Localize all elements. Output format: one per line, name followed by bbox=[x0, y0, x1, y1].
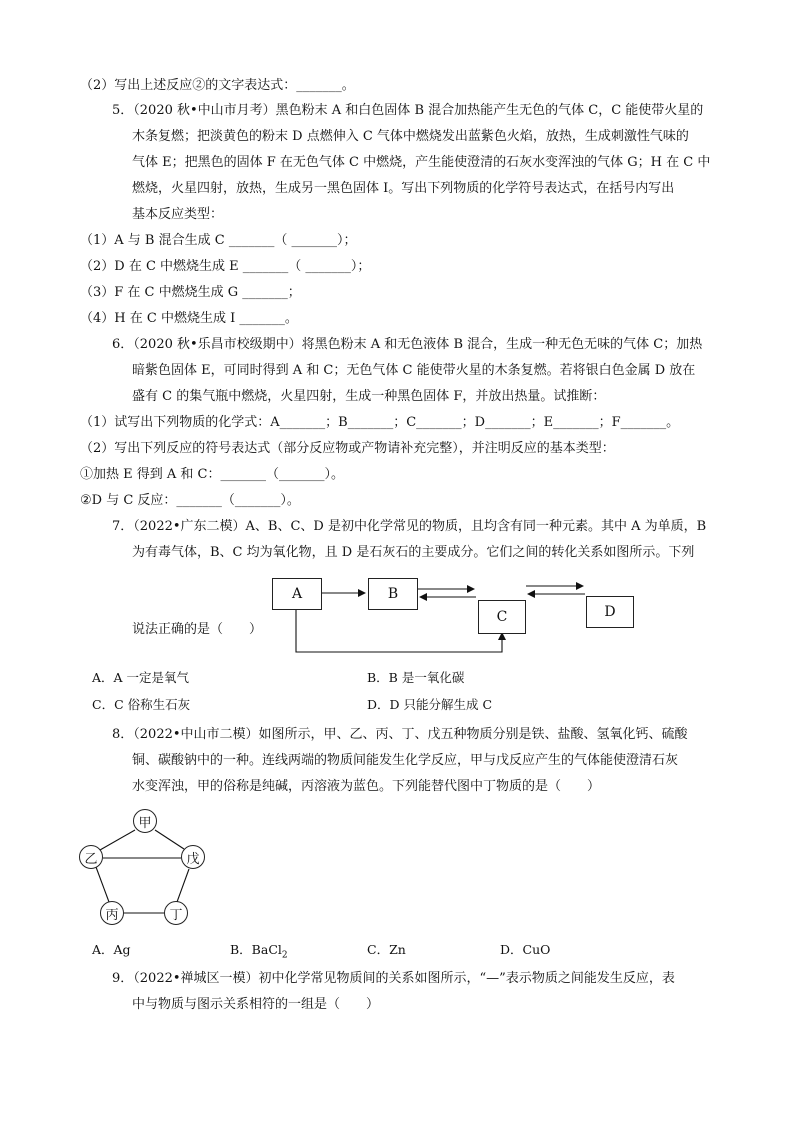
q7-option-b: B．B 是一氧化碳 bbox=[367, 670, 465, 685]
q7-node-c: C bbox=[478, 600, 526, 634]
q8-option-c: C．Zn bbox=[367, 942, 406, 957]
q5-stem-line-1: 5．（2020 秋•中山市月考）黑色粉末 A 和白色固体 B 混合加热能产生无色的气体 C，C 能使带火星的 bbox=[112, 103, 704, 118]
q5-stem-line-4: 燃烧，火星四射，放热，生成另一黑色固体 I。写出下列物质的化学符号表达式，在括号内写出 bbox=[132, 181, 675, 196]
q7-option-d: D．D 只能分解生成 C bbox=[367, 697, 493, 712]
q8-stem-line-1: 8．（2022•中山市二模）如图所示，甲、乙、丙、丁、戊五种物质分别是铁、盐酸、氢氧化钙、硫酸 bbox=[112, 727, 688, 742]
q9-stem-line-1: 9．（2022•禅城区一模）初中化学常见物质间的关系如图所示，“—”表示物质之间能发生反应，表 bbox=[112, 971, 675, 986]
q5-stem-line-5: 基本反应类型： bbox=[132, 207, 224, 222]
q7-option-a: A．A 一定是氧气 bbox=[92, 670, 190, 685]
q6-stem-line-2: 暗紫色固体 E，可同时得到 A 和 C；无色气体 C 能使带火星的木条复燃。若将银白色金属 D 放在 bbox=[132, 363, 696, 378]
q5-part3: （3）F 在 C 中燃烧生成 G _______； bbox=[80, 285, 301, 300]
q8-node-wu: 戊 bbox=[181, 845, 205, 869]
q7-node-d: D bbox=[586, 596, 634, 628]
q7-option-c: C．C 俗称生石灰 bbox=[92, 697, 191, 712]
edge-ding-wu bbox=[177, 869, 189, 902]
edge-jia-yi bbox=[100, 830, 135, 850]
q5-part1: （1）A 与 B 混合生成 C _______（ _______）； bbox=[80, 233, 357, 248]
q4-part2-line: （2）写出上述反应②的文字表达式：_______。 bbox=[80, 78, 355, 93]
q8-node-jia: 甲 bbox=[133, 809, 157, 833]
q8-option-b bbox=[230, 942, 288, 964]
q9-stem-line-2: 中与物质与图示关系相符的一组是（ ） bbox=[132, 997, 380, 1012]
q8-node-ding: 丁 bbox=[164, 901, 188, 925]
q7-node-b: B bbox=[368, 578, 418, 610]
q6-stem-line-3: 盛有 C 的集气瓶中燃烧，火星四射，生成一种黑色固体 F，并放出热量。试推断： bbox=[132, 389, 606, 404]
q8-option-b-subscript: 2 bbox=[281, 950, 288, 961]
q7-stem-line-2: 为有毒气体，B、C 均为氧化物，且 D 是石灰石的主要成分。它们之间的转化关系如图所示。下列 bbox=[132, 545, 695, 560]
q8-node-yi: 乙 bbox=[79, 845, 103, 869]
q8-stem-line-3: 水变浑浊，甲的俗称是纯碱，丙溶液为蓝色。下列能替代图中丁物质的是（ ） bbox=[132, 779, 601, 794]
q6-part1: （1）试写出下列物质的化学式：A_______；B_______；C_______；D_______；E_______；F_______。 bbox=[80, 415, 680, 430]
q8-option-d: D．CuO bbox=[500, 942, 551, 957]
q7-node-a: A bbox=[272, 578, 322, 610]
q8-option-a: A．Ag bbox=[92, 942, 131, 957]
q6-part2-item1: ①加热 E 得到 A 和 C：_______（_______）。 bbox=[80, 467, 344, 482]
q6-part2: （2）写出下列反应的符号表达式（部分反应物或产物请补充完整），并注明反应的基本类型： bbox=[80, 441, 615, 456]
q5-part2: （2）D 在 C 中燃烧生成 E _______（ _______）； bbox=[80, 259, 371, 274]
q7-stem-line-1: 7．（2022•广东二模）A、B、C、D 是初中化学常见的物质，且均含有同一种元素。其中 A 为单质，B bbox=[112, 519, 707, 534]
arrow-a-to-c bbox=[296, 609, 502, 652]
q8-node-bing: 丙 bbox=[100, 901, 124, 925]
q5-part4: （4）H 在 C 中燃烧生成 I _______。 bbox=[80, 311, 298, 326]
q5-stem-line-3: 气体 E；把黑色的固体 F 在无色气体 C 中燃烧，产生能使澄清的石灰水变浑浊的气体 G；H 在 C 中 bbox=[132, 155, 711, 170]
q7-stem-line-3: 说法正确的是（ ） bbox=[132, 622, 263, 637]
q5-stem-line-2: 木条复燃；把淡黄色的粉末 D 点燃伸入 C 气体中燃烧发出蓝紫色火焰，放热，生成刺激性气味的 bbox=[132, 129, 689, 144]
edge-yi-bing bbox=[96, 867, 109, 902]
q6-part2-item2: ②D 与 C 反应：_______（_______）。 bbox=[80, 493, 300, 508]
edge-jia-wu bbox=[155, 830, 184, 849]
q8-option-b-text: B．BaCl bbox=[230, 942, 282, 957]
q6-stem-line-1: 6．（2020 秋•乐昌市校级期中）将黑色粉末 A 和无色液体 B 混合，生成一种无色无味的气体 C；加热 bbox=[112, 337, 703, 352]
q8-stem-line-2: 铜、碳酸钠中的一种。连线两端的物质间能发生化学反应，甲与戊反应产生的气体能使澄清石灰 bbox=[132, 753, 679, 768]
